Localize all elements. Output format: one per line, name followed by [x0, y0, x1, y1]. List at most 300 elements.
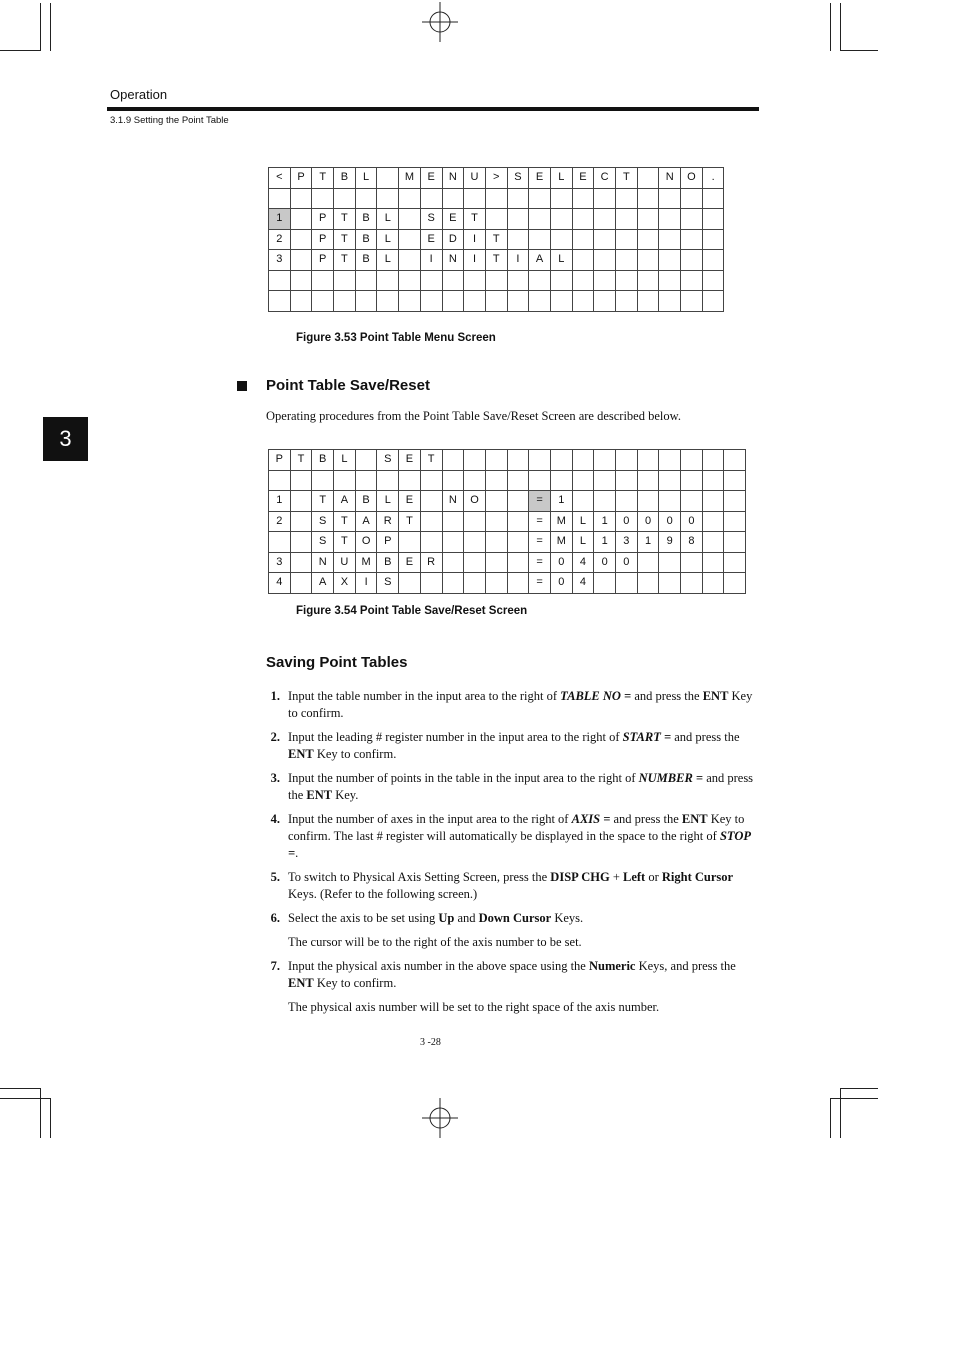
step-item	[266, 688, 756, 722]
grid-cell: 4	[572, 573, 594, 594]
grid-cell: N	[312, 552, 334, 573]
grid-cell: 0	[616, 511, 638, 532]
grid-cell	[724, 470, 746, 491]
step-text	[288, 910, 756, 927]
grid-row	[269, 188, 724, 209]
grid-cell	[681, 552, 703, 573]
grid-cell	[550, 291, 572, 312]
grid-cell: E	[399, 450, 421, 471]
grid-row	[269, 573, 746, 594]
grid-cell	[594, 491, 616, 512]
step-text-segment: Input the physical axis number in the above space using the	[288, 959, 589, 973]
grid-cell	[724, 450, 746, 471]
step-text-segment: Input the number of axes in the input area to the right of	[288, 812, 572, 826]
grid-cell	[485, 511, 507, 532]
grid-cell	[420, 188, 442, 209]
step-text-segment: +	[609, 870, 623, 884]
grid-cell	[485, 291, 507, 312]
step-text-segment: START =	[622, 730, 672, 744]
grid-cell: T	[485, 229, 507, 250]
grid-cell	[681, 450, 703, 471]
grid-cell	[464, 188, 486, 209]
grid-cell	[507, 573, 529, 594]
grid-cell: U	[464, 168, 486, 189]
grid-cell	[702, 511, 724, 532]
grid-cell	[290, 209, 312, 230]
grid-row	[269, 532, 746, 553]
section-bullet-icon	[237, 381, 247, 391]
step-text-segment: ENT	[288, 747, 314, 761]
step-text-segment: DISP CHG	[550, 870, 610, 884]
step-number: 3.	[270, 771, 280, 785]
grid-cell: 1	[550, 491, 572, 512]
step-text-segment: ENT	[681, 812, 708, 826]
grid-cell	[594, 270, 616, 291]
grid-cell	[420, 573, 442, 594]
grid-cell	[464, 552, 486, 573]
grid-cell	[269, 270, 291, 291]
grid-cell: T	[334, 229, 356, 250]
grid-cell: I	[355, 573, 377, 594]
grid-cell	[420, 470, 442, 491]
grid-cell	[550, 229, 572, 250]
grid-cell	[637, 250, 659, 271]
grid-cell	[290, 552, 312, 573]
grid-cell	[659, 573, 681, 594]
step-note: The cursor will be to the right of the axis number to be set.	[288, 935, 582, 949]
grid-cell	[485, 450, 507, 471]
grid-cell	[269, 532, 291, 553]
grid-cell	[507, 450, 529, 471]
grid-cell: 0	[637, 511, 659, 532]
subheading: Saving Point Tables	[266, 654, 408, 671]
grid-cell	[420, 532, 442, 553]
grid-cell	[507, 291, 529, 312]
grid-cell	[420, 291, 442, 312]
step-item	[266, 958, 756, 992]
grid-cell	[659, 188, 681, 209]
grid-cell: X	[334, 573, 356, 594]
registration-mark-icon	[420, 1098, 460, 1138]
grid-cell: E	[442, 209, 464, 230]
grid-cell	[290, 573, 312, 594]
grid-cell: I	[464, 250, 486, 271]
step-text-segment: Keys.	[551, 911, 584, 925]
step-text-segment: Key to confirm.	[313, 747, 397, 761]
grid-cell	[702, 491, 724, 512]
grid-cell: B	[355, 491, 377, 512]
grid-cell: P	[269, 450, 291, 471]
grid-cell	[485, 491, 507, 512]
point-table-save-reset-screen	[268, 449, 746, 594]
grid-cell	[637, 470, 659, 491]
grid-cell	[724, 532, 746, 553]
step-text-segment: Up	[438, 911, 455, 925]
grid-cell	[637, 209, 659, 230]
grid-cell: 0	[594, 552, 616, 573]
grid-cell	[377, 168, 399, 189]
grid-cell	[377, 470, 399, 491]
grid-cell	[594, 229, 616, 250]
grid-cell	[702, 450, 724, 471]
step-text-segment: Select the axis to be set using	[288, 911, 439, 925]
grid-cell	[464, 532, 486, 553]
grid-cell	[681, 188, 703, 209]
grid-cell: N	[659, 168, 681, 189]
grid-cell	[290, 250, 312, 271]
grid-cell	[529, 291, 551, 312]
grid-cell	[420, 491, 442, 512]
step-text-segment: and	[454, 911, 479, 925]
step-text-segment: and press the	[610, 812, 682, 826]
grid-row	[269, 491, 746, 512]
step-text-segment: and press the	[631, 689, 703, 703]
grid-cell	[681, 470, 703, 491]
grid-cell: 3	[616, 532, 638, 553]
grid-cell	[485, 188, 507, 209]
step-text-segment: Input the number of points in the table in the input area to the right of	[288, 771, 639, 785]
grid-cell	[442, 188, 464, 209]
step-text	[288, 869, 756, 903]
grid-cell	[616, 470, 638, 491]
grid-cell	[290, 491, 312, 512]
step-text	[288, 811, 756, 862]
grid-cell: 0	[616, 552, 638, 573]
grid-cell	[616, 209, 638, 230]
grid-cell	[507, 229, 529, 250]
grid-cell	[442, 552, 464, 573]
grid-cell: L	[572, 511, 594, 532]
grid-cell: 0	[681, 511, 703, 532]
grid-cell: R	[377, 511, 399, 532]
grid-cell	[442, 511, 464, 532]
running-header-subsection: 3.1.9 Setting the Point Table	[110, 115, 229, 126]
step-text-segment: ENT	[306, 788, 333, 802]
grid-cell	[616, 188, 638, 209]
figure-caption-3-54: Figure 3.54 Point Table Save/Reset Screen	[296, 605, 528, 617]
step-text-segment: Right Cursor	[661, 870, 734, 884]
grid-cell	[312, 470, 334, 491]
section-heading: Point Table Save/Reset	[266, 377, 430, 394]
grid-cell	[399, 573, 421, 594]
grid-cell: T	[312, 491, 334, 512]
grid-cell: N	[442, 250, 464, 271]
grid-cell	[616, 291, 638, 312]
step-text-segment: or	[645, 870, 662, 884]
grid-cell	[334, 188, 356, 209]
grid-cell	[290, 532, 312, 553]
grid-cell	[681, 491, 703, 512]
grid-cell: 1	[637, 532, 659, 553]
step-text	[288, 770, 756, 804]
grid-cell: E	[399, 491, 421, 512]
grid-cell	[290, 470, 312, 491]
grid-cell	[312, 188, 334, 209]
grid-cell	[312, 270, 334, 291]
grid-row	[269, 552, 746, 573]
grid-cell: B	[355, 250, 377, 271]
step-text-segment: Keys. (Refer to the following screen.)	[288, 887, 478, 901]
grid-row	[269, 229, 724, 250]
grid-cell: I	[464, 229, 486, 250]
step-text-segment: Left	[623, 870, 646, 884]
step-text-segment: Keys, and press the	[635, 959, 736, 973]
grid-cell	[702, 573, 724, 594]
grid-cell: 2	[269, 511, 291, 532]
step-text	[288, 958, 756, 992]
grid-cell	[594, 573, 616, 594]
grid-cell: C	[594, 168, 616, 189]
grid-cell	[420, 270, 442, 291]
grid-cell: B	[377, 552, 399, 573]
step-text-segment: ENT	[702, 689, 729, 703]
grid-cell: E	[572, 168, 594, 189]
grid-cell	[399, 270, 421, 291]
grid-cell	[572, 229, 594, 250]
grid-cell	[442, 532, 464, 553]
grid-cell	[507, 470, 529, 491]
grid-cell	[442, 450, 464, 471]
grid-cell: I	[420, 250, 442, 271]
grid-cell	[594, 188, 616, 209]
grid-cell: M	[355, 552, 377, 573]
grid-cell: A	[529, 250, 551, 271]
grid-cell	[572, 450, 594, 471]
grid-cell: S	[377, 450, 399, 471]
grid-cell	[616, 450, 638, 471]
grid-cell: S	[507, 168, 529, 189]
grid-cell	[702, 250, 724, 271]
grid-cell: T	[334, 250, 356, 271]
grid-cell	[399, 188, 421, 209]
grid-row	[269, 470, 746, 491]
grid-cell: E	[529, 168, 551, 189]
grid-cell: =	[529, 511, 551, 532]
grid-cell	[550, 209, 572, 230]
step-text-segment: Down Cursor	[478, 911, 552, 925]
step-text-segment: Key to confirm.	[313, 976, 397, 990]
grid-cell: E	[420, 168, 442, 189]
grid-cell: P	[312, 229, 334, 250]
grid-cell	[572, 250, 594, 271]
header-rule	[107, 107, 759, 111]
grid-cell	[312, 291, 334, 312]
grid-cell	[572, 188, 594, 209]
grid-cell	[616, 573, 638, 594]
grid-cell	[290, 291, 312, 312]
grid-cell	[637, 229, 659, 250]
chapter-tab: 3	[43, 417, 88, 461]
grid-cell: T	[485, 250, 507, 271]
grid-cell: E	[420, 229, 442, 250]
grid-cell: P	[377, 532, 399, 553]
grid-cell: B	[355, 229, 377, 250]
grid-cell	[507, 491, 529, 512]
grid-cell: L	[355, 168, 377, 189]
grid-cell	[334, 291, 356, 312]
grid-cell	[334, 270, 356, 291]
grid-cell: 0	[550, 552, 572, 573]
grid-cell: N	[442, 168, 464, 189]
grid-cell	[594, 209, 616, 230]
grid-cell: B	[334, 168, 356, 189]
grid-cell	[507, 188, 529, 209]
grid-cell: L	[377, 491, 399, 512]
grid-cell	[724, 491, 746, 512]
grid-cell	[594, 470, 616, 491]
grid-cell	[637, 168, 659, 189]
grid-cell: L	[550, 168, 572, 189]
grid-cell	[290, 270, 312, 291]
step-text-segment: and press the	[671, 730, 740, 744]
grid-cell	[659, 552, 681, 573]
step-text-segment: Input the leading # register number in the input area to the right of	[288, 730, 623, 744]
grid-cell	[290, 511, 312, 532]
step-note: The physical axis number will be set to the right space of the axis number.	[288, 1000, 660, 1014]
grid-cell	[616, 229, 638, 250]
point-table-menu-screen	[268, 167, 724, 312]
grid-cell	[464, 270, 486, 291]
grid-row	[269, 270, 724, 291]
grid-cell: L	[377, 250, 399, 271]
step-text-segment: AXIS =	[571, 812, 611, 826]
grid-cell: T	[399, 511, 421, 532]
grid-cell	[464, 450, 486, 471]
grid-cell: B	[312, 450, 334, 471]
grid-cell	[637, 573, 659, 594]
grid-cell: R	[420, 552, 442, 573]
grid-cell: =	[529, 573, 551, 594]
step-text-segment: .	[295, 846, 299, 860]
grid-cell	[269, 291, 291, 312]
grid-cell	[724, 552, 746, 573]
grid-cell: 3	[269, 552, 291, 573]
grid-cell	[507, 552, 529, 573]
grid-cell	[355, 188, 377, 209]
grid-cell	[702, 270, 724, 291]
grid-cell: 1	[594, 511, 616, 532]
grid-cell: O	[464, 491, 486, 512]
grid-cell	[290, 229, 312, 250]
step-item	[266, 869, 756, 903]
grid-cell: T	[464, 209, 486, 230]
grid-cell: T	[334, 532, 356, 553]
step-number: 4.	[270, 812, 280, 826]
grid-cell	[464, 511, 486, 532]
cursor-cell: =	[529, 491, 551, 512]
step-number: 5.	[270, 870, 280, 884]
grid-cell	[659, 250, 681, 271]
grid-cell	[507, 511, 529, 532]
grid-cell	[355, 450, 377, 471]
grid-cell: L	[572, 532, 594, 553]
grid-cell	[659, 229, 681, 250]
grid-cell	[616, 270, 638, 291]
grid-cell: B	[355, 209, 377, 230]
grid-cell	[399, 250, 421, 271]
grid-cell	[572, 491, 594, 512]
grid-cell: <	[269, 168, 291, 189]
grid-cell	[442, 470, 464, 491]
grid-cell	[659, 209, 681, 230]
grid-cell	[464, 573, 486, 594]
grid-cell: =	[529, 552, 551, 573]
grid-cell: L	[550, 250, 572, 271]
grid-cell	[399, 209, 421, 230]
step-item	[266, 811, 756, 862]
grid-cell	[529, 470, 551, 491]
grid-cell	[399, 229, 421, 250]
grid-cell	[529, 270, 551, 291]
grid-cell	[399, 470, 421, 491]
grid-cell	[594, 250, 616, 271]
step-text-segment: Numeric	[588, 959, 636, 973]
grid-cell	[659, 450, 681, 471]
grid-row	[269, 291, 724, 312]
grid-cell	[269, 188, 291, 209]
grid-cell: L	[334, 450, 356, 471]
grid-cell: >	[485, 168, 507, 189]
grid-cell	[507, 209, 529, 230]
step-text-segment: NUMBER =	[638, 771, 704, 785]
grid-cell	[572, 270, 594, 291]
step-text-segment: and press the	[288, 771, 754, 802]
grid-cell	[659, 470, 681, 491]
intro-paragraph: Operating procedures from the Point Table Save/Reset Screen are described below.	[266, 409, 681, 423]
grid-cell	[485, 209, 507, 230]
step-text-segment: Key to confirm.	[288, 689, 753, 720]
step-text	[288, 688, 756, 722]
grid-cell: O	[681, 168, 703, 189]
grid-cell	[724, 573, 746, 594]
grid-cell: L	[377, 209, 399, 230]
step-text-segment: ENT	[288, 976, 314, 990]
grid-cell	[529, 188, 551, 209]
grid-cell	[485, 470, 507, 491]
page-number: 3 -28	[420, 1037, 441, 1048]
grid-cell: E	[399, 552, 421, 573]
step-number: 1.	[270, 689, 280, 703]
grid-cell: T	[420, 450, 442, 471]
grid-cell: 0	[659, 511, 681, 532]
grid-cell: L	[377, 229, 399, 250]
grid-cell: T	[616, 168, 638, 189]
grid-cell	[594, 450, 616, 471]
grid-cell: 1	[269, 491, 291, 512]
grid-cell	[507, 532, 529, 553]
grid-cell	[702, 532, 724, 553]
step-number: 6.	[270, 911, 280, 925]
grid-cell	[529, 229, 551, 250]
grid-cell: 1	[594, 532, 616, 553]
grid-cell	[442, 270, 464, 291]
grid-row	[269, 450, 746, 471]
grid-cell: A	[334, 491, 356, 512]
grid-cell	[637, 270, 659, 291]
grid-cell: P	[312, 209, 334, 230]
grid-cell	[616, 250, 638, 271]
grid-cell: 4	[269, 573, 291, 594]
grid-cell: P	[290, 168, 312, 189]
grid-cell: 0	[550, 573, 572, 594]
grid-cell	[702, 229, 724, 250]
step-text-segment: Key.	[332, 788, 359, 802]
grid-cell: 4	[572, 552, 594, 573]
grid-cell	[485, 552, 507, 573]
grid-cell	[702, 291, 724, 312]
grid-cell	[572, 470, 594, 491]
grid-cell: A	[355, 511, 377, 532]
